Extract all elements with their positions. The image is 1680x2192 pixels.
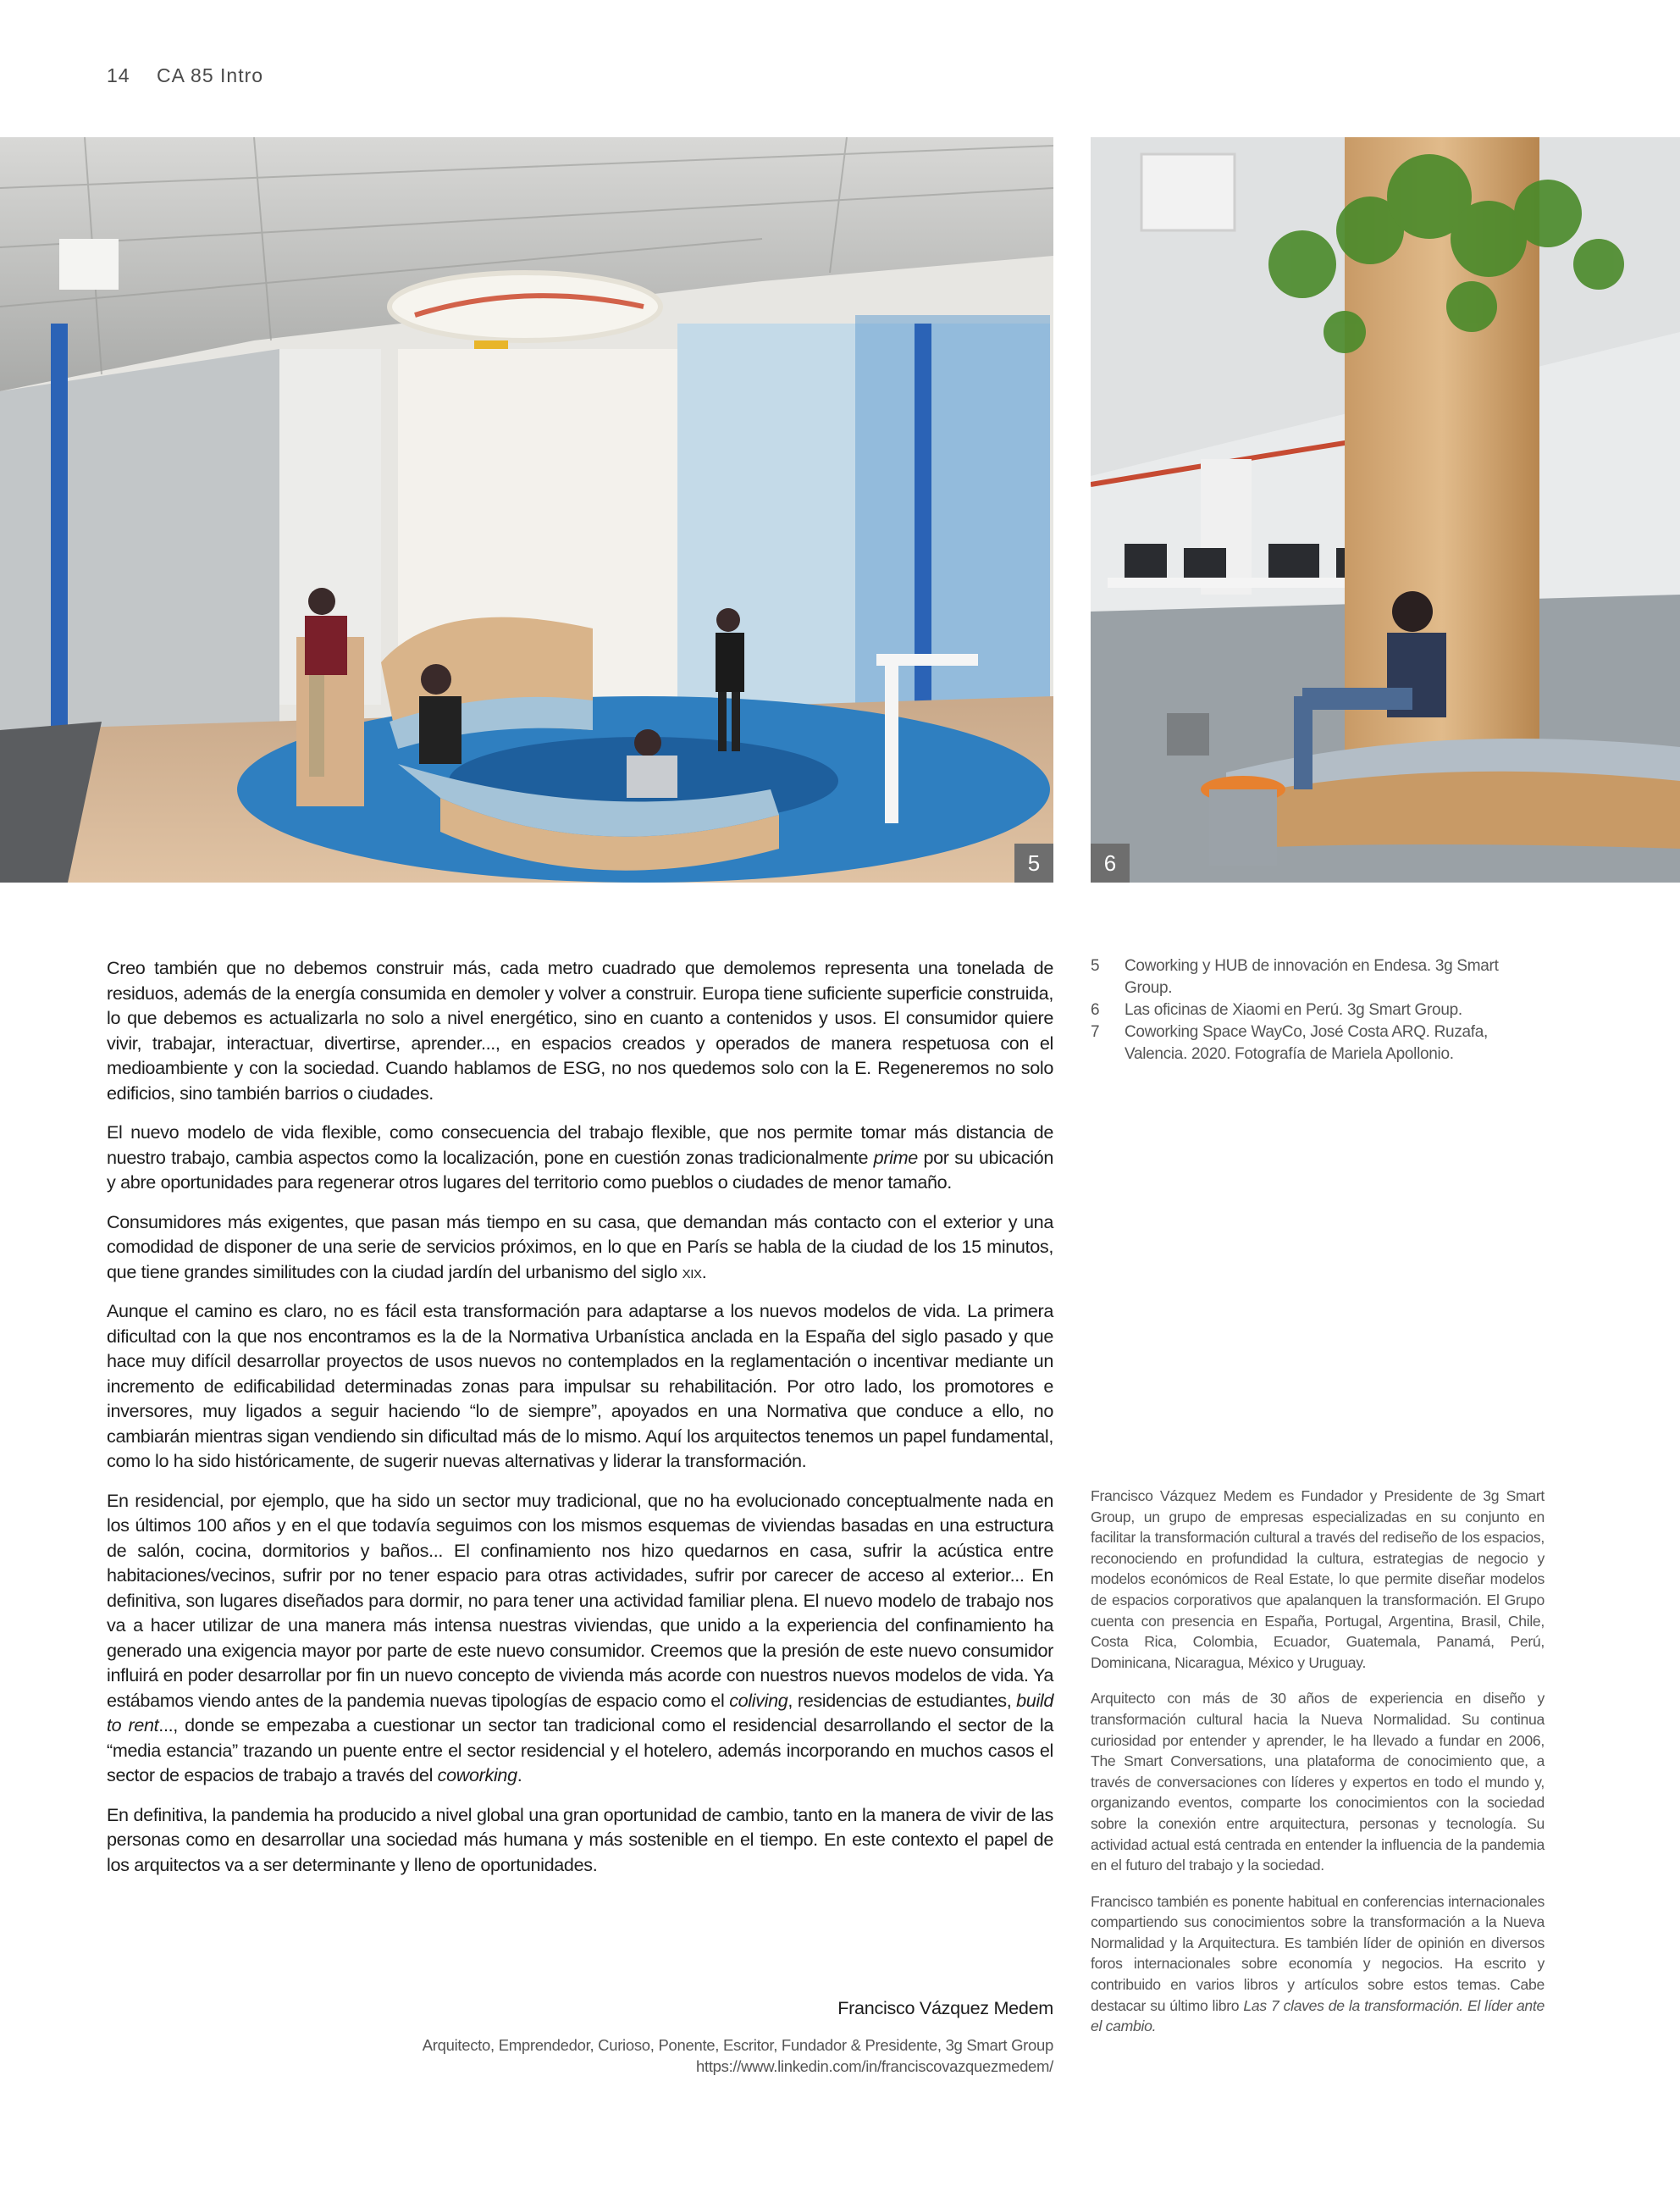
section-title: CA 85 Intro — [156, 64, 264, 86]
author-profile-link[interactable]: https://www.linkedin.com/in/franciscovazquezmedem/ — [696, 2057, 1053, 2075]
photo-number-badge: 6 — [1091, 844, 1130, 883]
article-paragraph: En definitiva, la pandemia ha producido a nivel global una gran oportunidad de cambio, tanto en la manera de vivir de las personas como en desarrollar una sociedad más humana y más sostenible en el tiempo. En este contexto el papel de los arquitectos va a ser determinante y lleno de oportunidades. — [107, 1803, 1053, 1875]
author-roles: Arquitecto, Emprendedor, Curioso, Ponente, Escritor, Fundador & Presidente, 3g Smart Group — [422, 2036, 1053, 2054]
author-bio — [1091, 1486, 1545, 2052]
photo-captions — [1091, 955, 1548, 1066]
office-column-illustration — [1091, 137, 1680, 883]
author-signature: Francisco Vázquez Medem — [837, 1997, 1053, 2018]
article-paragraph: Consumidores más exigentes, que pasan más tiempo en su casa, que demandan más contacto con el exterior y una comodidad de disponer de una serie de servicios próximos, en lo que en París se habla de la ciudad de los 15 minutos, que tiene grandes similitudes con la ciudad jardín del urbanismo del siglo xix. — [107, 1210, 1053, 1282]
page-header — [107, 64, 263, 87]
caption-item: 7 Coworking Space WayCo, José Costa ARQ. Ruzafa, Valencia. 2020. Fotografía de Mariela Apollonio. — [1091, 1023, 1489, 1063]
caption-item: 5 Coworking y HUB de innovación en Endesa. 3g Smart Group. — [1091, 957, 1499, 997]
caption-item: 6 Las oficinas de Xiaomi en Perú. 3g Smart Group. — [1091, 1001, 1462, 1019]
bio-paragraph: Francisco Vázquez Medem es Fundador y Presidente de 3g Smart Group, un grupo de empresas especializadas en su conjunto en facilitar la transformación cultural a través del rediseño de los espacios, reconociendo en profundidad la cultura, estrategias de negocio y modelos económicos de Real Estate, lo que permite diseñar modelos de espacios corporativos que apalanquen la transformación. El Grupo cuenta con presencia en España, Portugal, Argentina, Brasil, Chile, Costa Rica, Colombia, Ecuador, Guatemala, Panamá, Perú, Dominicana, Nicaragua, México y Uruguay. — [1091, 1487, 1545, 1671]
article-paragraph: El nuevo modelo de vida flexible, como consecuencia del trabajo flexible, que nos permite tomar más distancia de nuestro trabajo, cambia aspectos como la localización, pone en cuestión zonas tradicionalmente prime por su ubicación y abre oportunidades para regenerar otros lugares del territorio como pueblos o ciudades de menor tamaño. — [107, 1121, 1053, 1193]
bio-paragraph: Francisco también es ponente habitual en conferencias internacionales compartiendo sus conocimientos sobre la transformación a la Nueva Normalidad y la Arquitectura. Es también líder de opinión en diversos foros internacionales sobre economía y negocios. Ha escrito y contribuido en varios libros y artículos sobre estos temas. Cabe destacar su último libro Las 7 claves de la transformación. El líder ante el cambio. — [1091, 1892, 1545, 2035]
office-illustration — [0, 137, 1053, 883]
bio-paragraph: Arquitecto con más de 30 años de experiencia en diseño y transformación cultural hacia la Nueva Normalidad. Su continua curiosidad por entender y aprender, le ha llevado a fundar en 2006, The Smart Conversations, una plataforma de conocimiento que, a través de conversaciones con líderes y expertos en todo el mundo y, organizando eventos, comparte los conocimientos con la sociedad sobre la conexión entre arquitectura, personas y tecnología. Su actividad actual está centrada en entender la influencia de la pandemia en el futuro del trabajo y la sociedad. — [1091, 1690, 1545, 1874]
article-paragraph: Aunque el camino es claro, no es fácil esta transformación para adaptarse a los nuevos modelos de vida. La primera dificultad con la que nos encontramos es la de la Normativa Urbanística anclada en la España del siglo pasado y que hace muy difícil desarrollar proyectos de usos nuevos no contemplados en la reglamentación o incentivar mediante un incremento de edificabilidad determinadas zonas para impulsar su rehabilitación. Por otro lado, los promotores e inversores, muy ligados a seguir haciendo “lo de siempre”, apoyados en una Normativa que conduce a ello, no cambiarán mientras sigan vendiendo sin dificultad más de lo mismo. Aquí los arquitectos tenemos un papel fundamental, como lo ha sido históricamente, de sugerir nuevas alternativas y liderar la transformación. — [107, 1300, 1053, 1471]
article-body — [107, 955, 1053, 1891]
article-paragraph: En residencial, por ejemplo, que ha sido un sector muy tradicional, que no ha evolucionado conceptualmente nada en los últimos 100 años y en el que todavía seguimos con los mismos esquemas de viviendas basadas en una estructura de salón, cocina, dormitorios y baños... El confinamiento nos hizo quedarnos en casa, sufrir la acústica entre habitaciones/vecinos, sufrir por no tener espacio para otras actividades, sufrir por carecer de acceso al exterior... En definitiva, son lugares diseñados para dormir, no para tener una actividad familiar plena. El nuevo modelo de trabajo nos va a hacer utilizar de una manera más intensa nuestras viviendas, que unido a la experiencia del confinamiento ha generado una exigencia mayor por parte de este nuevo consumidor. Creemos que la presión de este nuevo consumidor influirá en poder desarrollar por fin un nuevo concepto de vivienda más acorde con nuestros nuevos modelos de vida. Ya estábamos viendo antes de la pandemia nuevas tipologías de espacio como el coliving, residencias de estudiantes, build to rent..., donde se empezaba a cuestionar un sector tan tradicional como el residencial desarrollando el sector de la “media estancia” trazando un puente entre el sector residencial y el hotelero, además incorporando en muchos casos el sector de espacios de trabajo a través del coworking. — [107, 1489, 1054, 1785]
author-credentials — [107, 2034, 1053, 2077]
article-paragraph: Creo también que no debemos construir más, cada metro cuadrado que demolemos representa una tonelada de residuos, además de la energía consumida en demoler y volver a construir. Europa tiene suficiente superficie construida, lo que debemos es actualizarla no solo a nivel energético, sino en cuanto a contenidos y usos. El consumidor quiere vivir, trabajar, interactuar, divertirse, aprender..., en espacios creados y operados de manera respetuosa con el medioambiente y con la sociedad. Cuando hablamos de ESG, no nos quedemos solo con la E. Regeneremos no solo edificios, sino también barrios o ciudades. — [107, 957, 1053, 1104]
page-number: 14 — [107, 64, 130, 86]
photo-number-badge: 5 — [1014, 844, 1053, 883]
photo-office-circular-seating — [0, 137, 1053, 883]
photo-office-column-bench — [1091, 137, 1680, 883]
